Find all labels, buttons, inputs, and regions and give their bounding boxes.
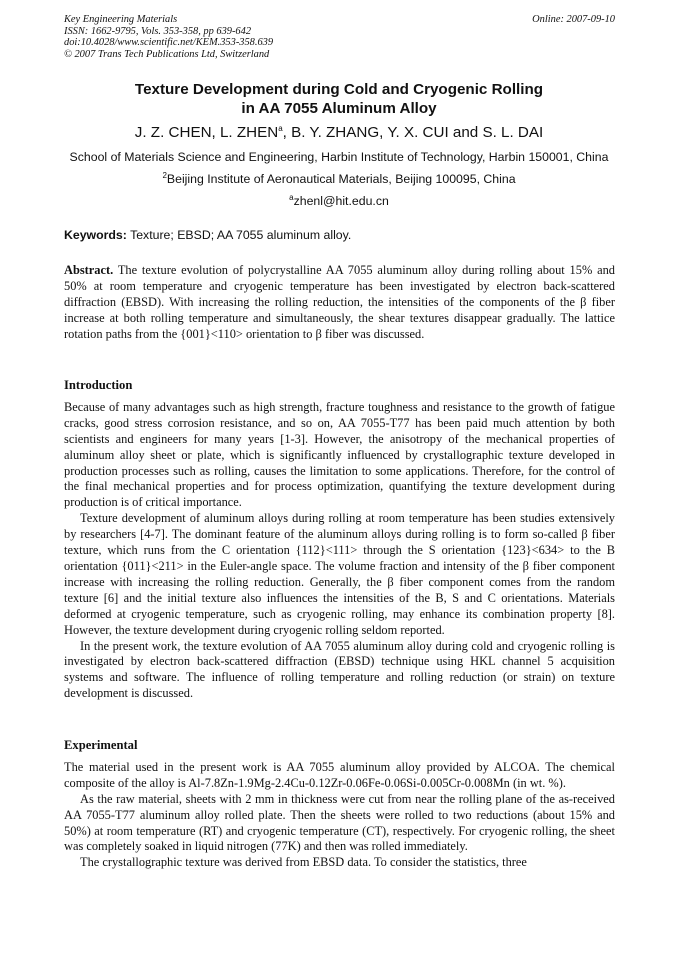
copyright: © 2007 Trans Tech Publications Ltd, Switzerland (64, 48, 270, 60)
journal-name: Key Engineering Materials (64, 14, 178, 25)
abstract-text: The texture evolution of polycrystalline AA 7055 aluminum alloy during rolling about 15% and 50% at room temperature and cryogenic temperature has been investigated by electron back-scattered diffraction (EBSD). With increasing the rolling reduction, the intensities of the components of the β fiber increase at both rolling temperature and simultaneously, the shear textures disappear gradually. The lattice rotation paths from the {001}<110> orientation to β fiber was discussed. (64, 263, 615, 341)
affiliation-1: School of Materials Science and Engineering, Harbin Institute of Technology, Harbin 150001, China (69, 150, 609, 164)
authors (0, 124, 678, 141)
abstract (64, 263, 615, 343)
paragraph: The material used in the present work is AA 7055 aluminum alloy provided by ALCOA. The chemical composite of the alloy is Al-7.8Zn-1.9Mg-2.4Cu-0.12Zr-0.06Fe-0.06Si-0.005Cr-0.008Mn (in wt. %). (64, 759, 615, 790)
title-line-2: in AA 7055 Aluminum Alloy (241, 100, 437, 117)
email-superscript: a (289, 193, 294, 202)
author-superscript: a (278, 124, 283, 133)
email-text: zhenl@hit.edu.cn (293, 194, 389, 209)
aff2-text: Beijing Institute of Aeronautical Materials, Beijing 100095, China (166, 172, 516, 187)
email (0, 193, 678, 208)
title-line-1: Texture Development during Cold and Cryogenic Rolling (134, 81, 544, 98)
experimental-section (64, 738, 615, 871)
paragraph: The crystallographic texture was derived from EBSD data. To consider the statistics, three (80, 855, 527, 870)
abstract-label: Abstract. (64, 263, 114, 277)
keywords (64, 228, 351, 242)
paragraph: Texture development of aluminum alloys during rolling at room temperature has been studies extensively by researchers [4-7]. The dominant feature of the aluminum alloys during rolling is to form so-called β fiber texture, which runs from the C orientation {112}<111> through the S orientation {123}<634> to the B orientation {011}<211> in the Euler-angle space. The volume fraction and intensity of the β fiber component increase with increasing the rolling reduction. Generally, the β fiber component comes from the random texture [6] and the initial texture also influences the intensities of the B, S and C orientations. Materials deformed at cryogenic temperature, such as cryogenic rolling, may enhance its combination property [8]. However, the texture development during cryogenic rolling seldom reported. (64, 511, 615, 637)
paper-title (0, 80, 678, 118)
doi: doi:10.4028/www.scientific.net/KEM.353-358.639 (64, 37, 274, 49)
affiliation-2 (0, 171, 678, 186)
issn: ISSN: 1662-9795, Vols. 353-358, pp 639-642 (64, 25, 252, 37)
keywords-label: Keywords: (64, 228, 127, 242)
authors-part-1: J. Z. CHEN, L. ZHEN (134, 124, 279, 142)
paragraph: Because of many advantages such as high strength, fracture toughness and resistance to the growth of fatigue cracks, good stress corrosion resistance, and so on, AA 7055-T77 has been paid much attention by both scientists and engineers for many years [1-3]. However, the anisotropy of the mechanical properties of aluminum alloy sheet or plate, which is significantly influenced by crystallographic texture developed in production processes such as rolling, causes the limitation to some applications. Therefore, for the control of the final mechanical properties and for process optimization, quantifying the texture development during production is of critical importance. (64, 399, 615, 510)
keywords-text: Texture; EBSD; AA 7055 aluminum alloy. (126, 228, 352, 242)
introduction-section (64, 378, 615, 702)
aff2-superscript: 2 (162, 171, 167, 180)
authors-part-2: , B. Y. ZHANG, Y. X. CUI and S. L. DAI (282, 124, 544, 142)
online-date: Online: 2007-09-10 (532, 14, 615, 25)
experimental-heading: Experimental (64, 738, 138, 752)
journal-header (64, 14, 273, 60)
introduction-heading: Introduction (64, 378, 133, 392)
paragraph: As the raw material, sheets with 2 mm in thickness were cut from near the rolling plane of the as-received AA 7055-T77 aluminum alloy rolled plate. Then the sheets were rolled to two reductions (about 15% and 50%) at room temperature (RT) and cryogenic temperature (CT), respectively. For cryogenic rolling, the sheet was completely soaked in liquid nitrogen (77K) and then was rolled immediately. (64, 791, 615, 854)
paragraph: In the present work, the texture evolution of AA 7055 aluminum alloy during cold and cryogenic rolling is investigated by electron back-scattered diffraction (EBSD) technique using HKL channel 5 acquisition systems and software. The influence of rolling temperature and rolling reduction (or strain) on texture development is discussed. (64, 638, 615, 701)
